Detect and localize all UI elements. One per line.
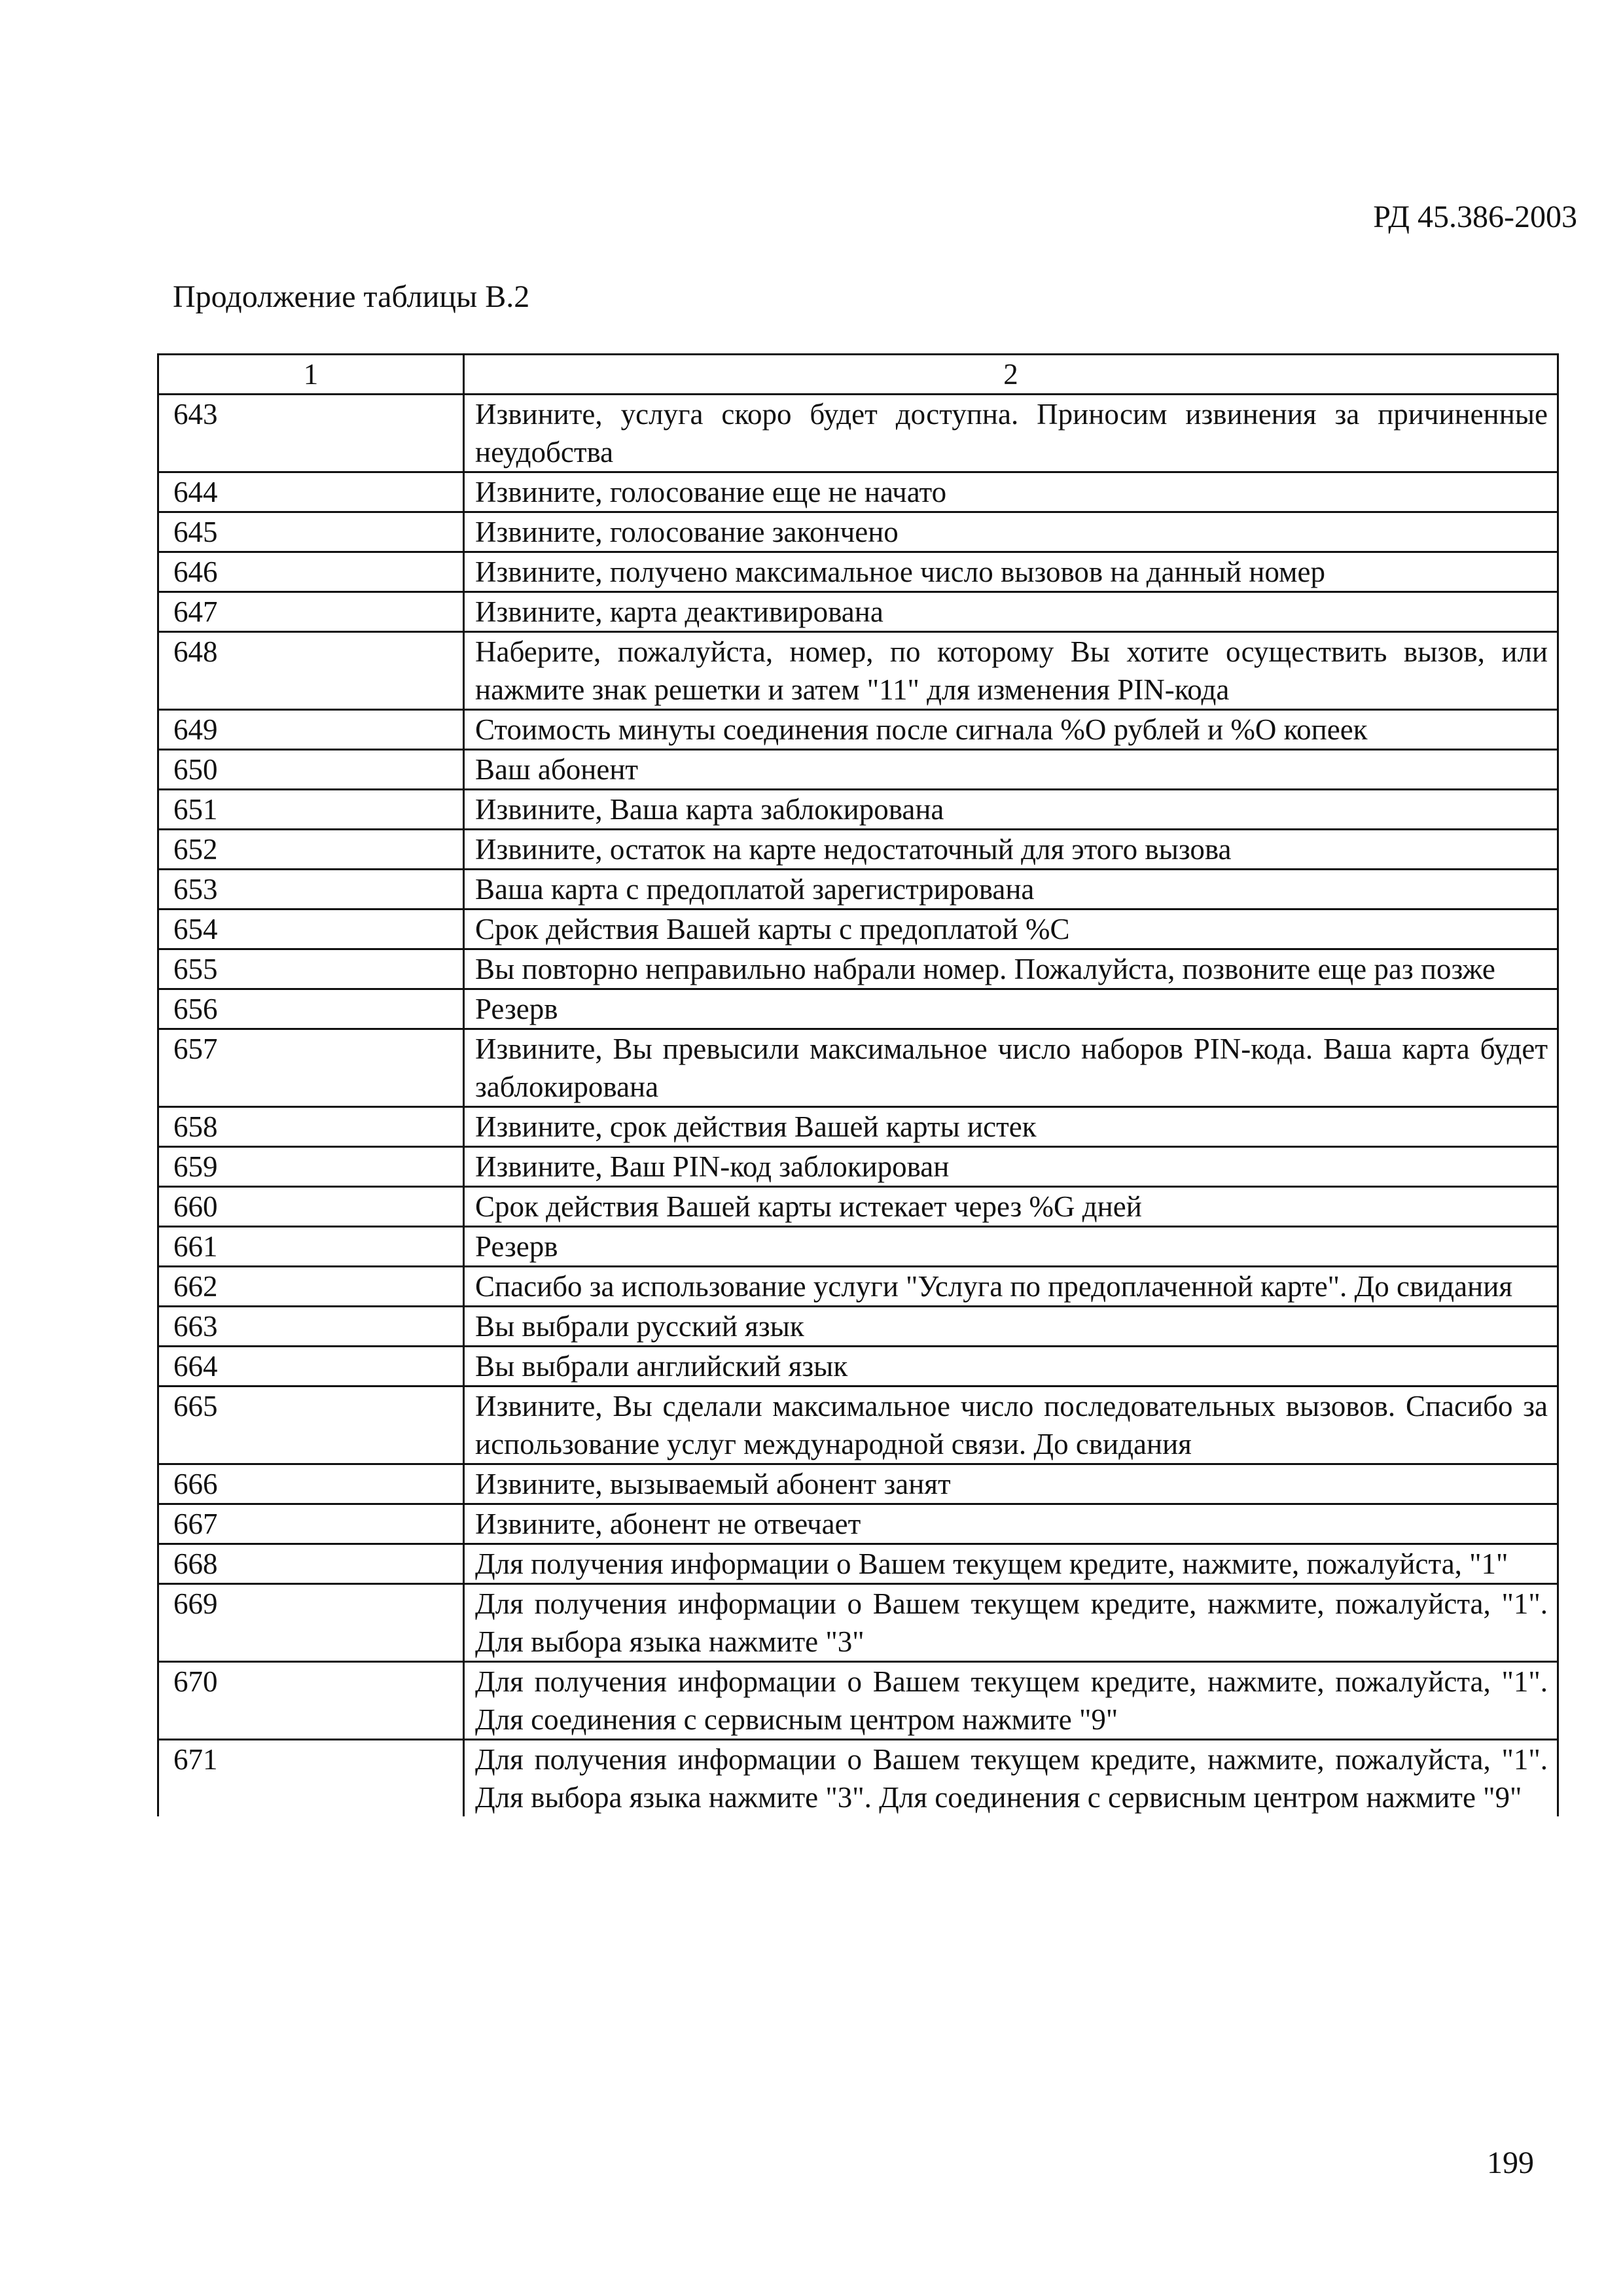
message-text: Извините, Вы сделали максимальное число последовательных вызовов. Спасибо за использование услуг международной связи. До свидания [465, 1387, 1559, 1463]
message-text: Для получения информации о Вашем текущем кредите, нажмите, пожалуйста, "1". Для соединения с сервисным центром нажмите "9" [465, 1663, 1559, 1739]
message-number: 646 [157, 553, 465, 591]
table-row [157, 950, 1559, 990]
message-number: 657 [157, 1030, 465, 1106]
message-number: 652 [157, 830, 465, 868]
table-row [157, 751, 1559, 790]
message-number: 653 [157, 870, 465, 908]
message-text: Извините, голосование еще не начато [465, 473, 1559, 511]
table-header-row [157, 355, 1559, 395]
message-text: Извините, карта деактивирована [465, 593, 1559, 631]
message-number: 643 [157, 395, 465, 471]
message-text: Резерв [465, 1227, 1559, 1265]
table-row [157, 870, 1559, 910]
page-number: 199 [1487, 2146, 1534, 2180]
message-text: Стоимость минуты соединения после сигнала %O рублей и %O копеек [465, 711, 1559, 749]
message-number: 669 [157, 1585, 465, 1661]
messages-table [157, 353, 1559, 1816]
table-row [157, 1585, 1559, 1663]
table-row [157, 553, 1559, 593]
table-row [157, 1663, 1559, 1740]
message-number: 658 [157, 1108, 465, 1146]
table-row [157, 1108, 1559, 1148]
message-number: 670 [157, 1663, 465, 1739]
column-header-number: 1 [157, 355, 465, 393]
message-number: 667 [157, 1505, 465, 1543]
table-row [157, 1227, 1559, 1267]
table-row [157, 395, 1559, 473]
message-text: Извините, остаток на карте недостаточный для этого вызова [465, 830, 1559, 868]
message-number: 664 [157, 1347, 465, 1385]
message-text: Извините, Ваш PIN-код заблокирован [465, 1148, 1559, 1186]
table-row [157, 910, 1559, 950]
table-caption: Продолжение таблицы В.2 [173, 279, 530, 314]
message-number: 656 [157, 990, 465, 1028]
message-number: 663 [157, 1307, 465, 1345]
table-row [157, 990, 1559, 1030]
message-text: Для получения информации о Вашем текущем кредите, нажмите, пожалуйста, "1" [465, 1545, 1559, 1583]
table-row [157, 830, 1559, 870]
table-row [157, 1188, 1559, 1227]
message-number: 662 [157, 1267, 465, 1305]
message-number: 660 [157, 1188, 465, 1226]
message-number: 654 [157, 910, 465, 948]
table-row [157, 711, 1559, 751]
message-number: 659 [157, 1148, 465, 1186]
message-text: Для получения информации о Вашем текущем кредите, нажмите, пожалуйста, "1". Для выбора языка нажмите "3" [465, 1585, 1559, 1661]
message-number: 650 [157, 751, 465, 788]
message-number: 648 [157, 633, 465, 709]
message-text: Вы выбрали английский язык [465, 1347, 1559, 1385]
message-number: 668 [157, 1545, 465, 1583]
table-row [157, 1030, 1559, 1108]
message-text: Вы повторно неправильно набрали номер. Пожалуйста, позвоните еще раз позже [465, 950, 1559, 988]
message-text: Извините, услуга скоро будет доступна. Приносим извинения за причиненные неудобства [465, 395, 1559, 471]
message-text: Извините, Ваша карта заблокирована [465, 790, 1559, 828]
message-number: 647 [157, 593, 465, 631]
message-text: Извините, абонент не отвечает [465, 1505, 1559, 1543]
message-number: 666 [157, 1465, 465, 1503]
message-number: 651 [157, 790, 465, 828]
table-row [157, 1347, 1559, 1387]
table-row [157, 1545, 1559, 1585]
table-body [157, 395, 1559, 1816]
message-number: 665 [157, 1387, 465, 1463]
message-number: 649 [157, 711, 465, 749]
message-text: Извините, получено максимальное число вызовов на данный номер [465, 553, 1559, 591]
table-row [157, 790, 1559, 830]
table-row [157, 633, 1559, 711]
document-code: РД 45.386-2003 [1373, 200, 1577, 234]
message-number: 655 [157, 950, 465, 988]
message-text: Спасибо за использование услуги "Услуга по предоплаченной карте". До свидания [465, 1267, 1559, 1305]
table-row [157, 1740, 1559, 1816]
message-number: 671 [157, 1740, 465, 1816]
message-text: Ваш абонент [465, 751, 1559, 788]
message-text: Извините, Вы превысили максимальное число наборов PIN-кода. Ваша карта будет заблокирована [465, 1030, 1559, 1106]
table-row [157, 1148, 1559, 1188]
message-text: Извините, срок действия Вашей карты истек [465, 1108, 1559, 1146]
message-text: Извините, вызываемый абонент занят [465, 1465, 1559, 1503]
message-text: Ваша карта с предоплатой зарегистрирована [465, 870, 1559, 908]
table-row [157, 1267, 1559, 1307]
message-text: Срок действия Вашей карты истекает через %G дней [465, 1188, 1559, 1226]
table-row [157, 1465, 1559, 1505]
table-row [157, 473, 1559, 513]
table-row [157, 1505, 1559, 1545]
column-header-text: 2 [465, 355, 1559, 393]
message-number: 661 [157, 1227, 465, 1265]
table-row [157, 1387, 1559, 1465]
message-text: Извините, голосование закончено [465, 513, 1559, 551]
table-row [157, 513, 1559, 553]
table-row [157, 593, 1559, 633]
message-number: 644 [157, 473, 465, 511]
message-number: 645 [157, 513, 465, 551]
message-text: Наберите, пожалуйста, номер, по которому Вы хотите осуществить вызов, или нажмите знак решетки и затем "11" для изменения PIN-кода [465, 633, 1559, 709]
message-text: Для получения информации о Вашем текущем кредите, нажмите, пожалуйста, "1". Для выбора языка нажмите "3". Для соединения с сервисным центром нажмите "9" [465, 1740, 1559, 1816]
message-text: Срок действия Вашей карты с предоплатой %C [465, 910, 1559, 948]
message-text: Резерв [465, 990, 1559, 1028]
message-text: Вы выбрали русский язык [465, 1307, 1559, 1345]
table-row [157, 1307, 1559, 1347]
